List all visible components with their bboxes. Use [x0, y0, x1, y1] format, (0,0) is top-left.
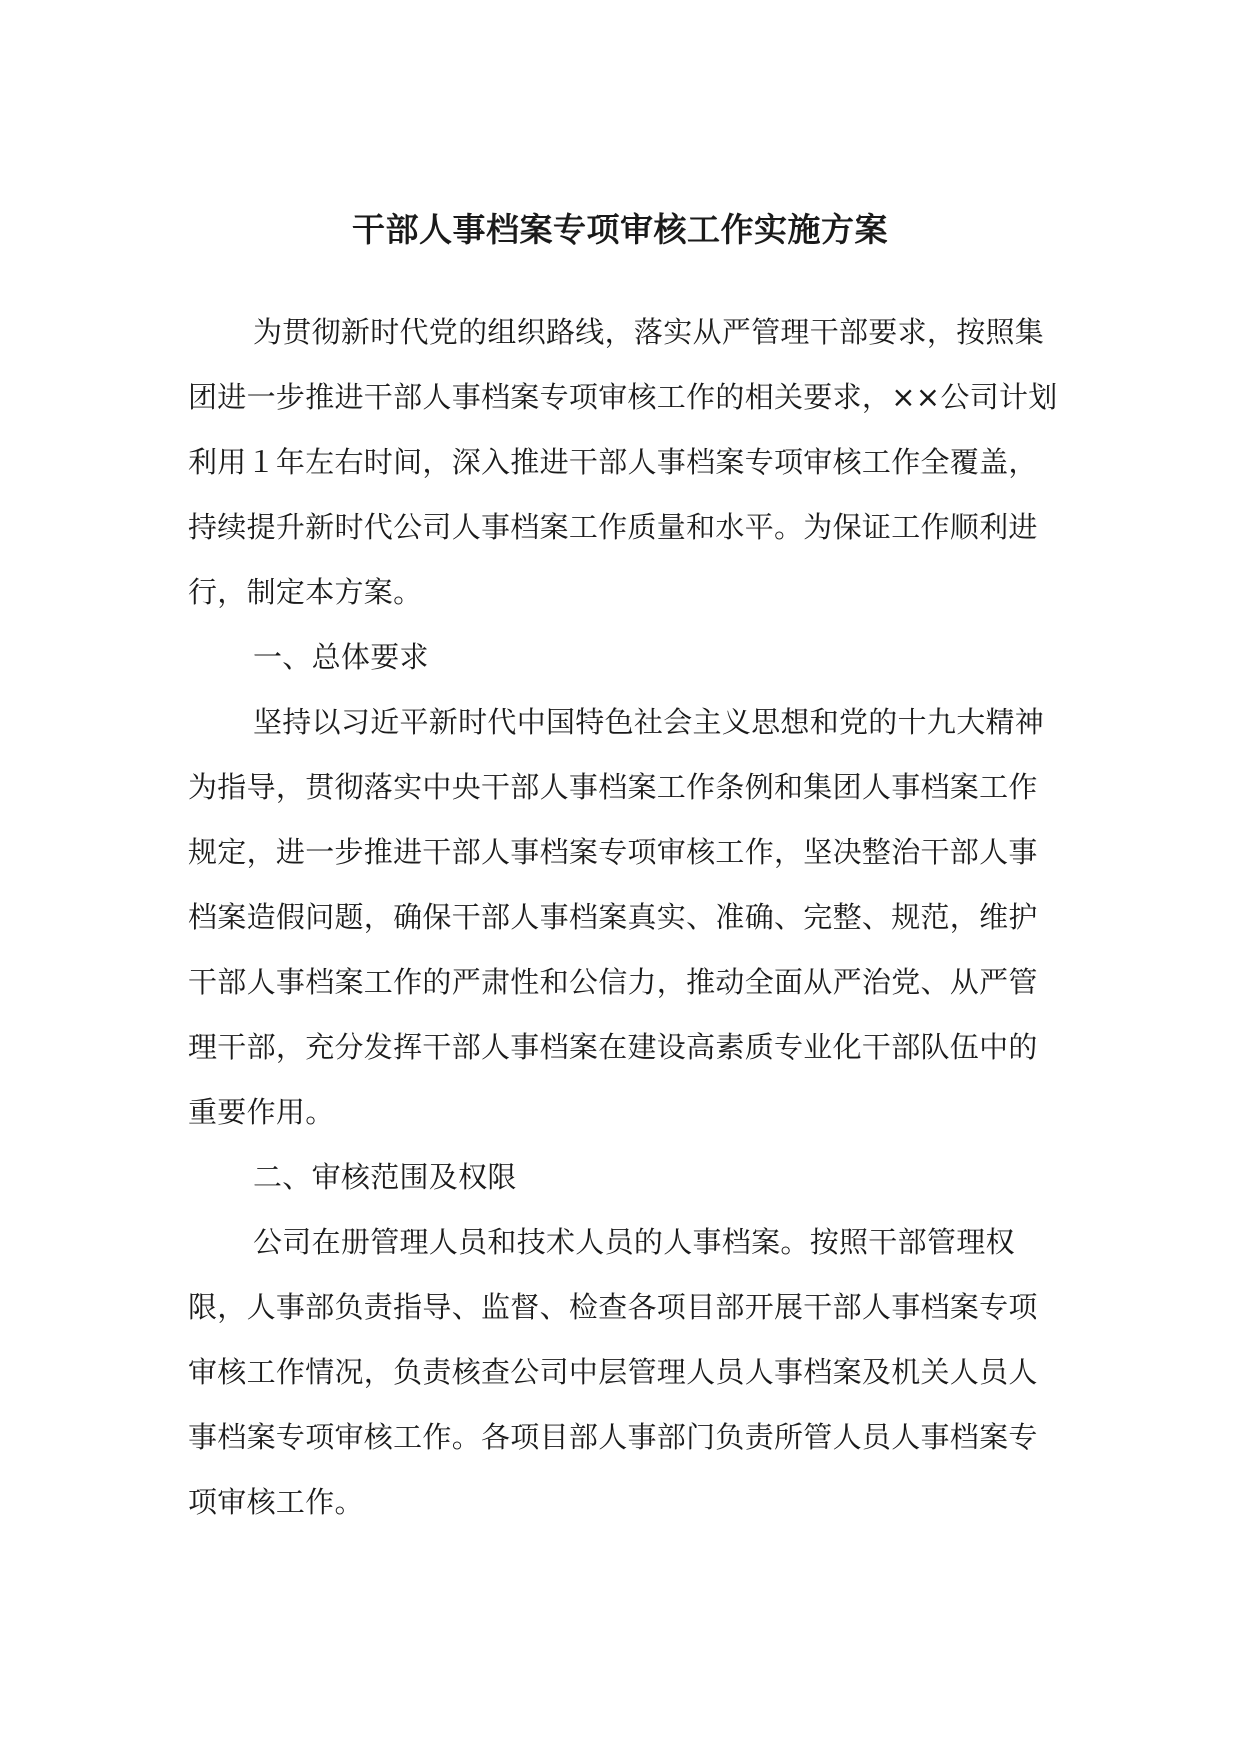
general-requirements-paragraph: 坚持以习近平新时代中国特色社会主义思想和党的十九大精神为指导，贯彻落实中央干部人事档案工作条例和集团人事档案工作规定，进一步推进干部人事档案专项审核工作，坚决整治干部人事档案造假问题，确保干部人事档案真实、准确、完整、规范，维护干部人事档案工作的严肃性和公信力，推动全面从严治党、从严管理干部，充分发挥干部人事档案在建设高素质专业化干部队伍中的重要作用。 [188, 705, 1045, 1129]
section-heading-general-requirements: 一、总体要求 [253, 640, 429, 674]
document-title: 干部人事档案专项审核工作实施方案 [352, 210, 888, 249]
document-body [188, 300, 1058, 1535]
intro-paragraph: 为贯彻新时代党的组织路线，落实从严管理干部要求，按照集团进一步推进干部人事档案专项审核工作的相关要求，××公司计划利用１年左右时间，深入推进干部人事档案专项审核工作全覆盖，持续提升新时代公司人事档案工作质量和水平。为保证工作顺利进行，制定本方案。 [188, 315, 1058, 609]
scope-and-authority-paragraph: 公司在册管理人员和技术人员的人事档案。按照干部管理权限，人事部负责指导、监督、检查各项目部开展干部人事档案专项审核工作情况，负责核查公司中层管理人员人事档案及机关人员人事档案专项审核工作。各项目部人事部门负责所管人员人事档案专项审核工作。 [188, 1225, 1038, 1519]
section-heading-scope-and-authority: 二、审核范围及权限 [253, 1160, 517, 1194]
